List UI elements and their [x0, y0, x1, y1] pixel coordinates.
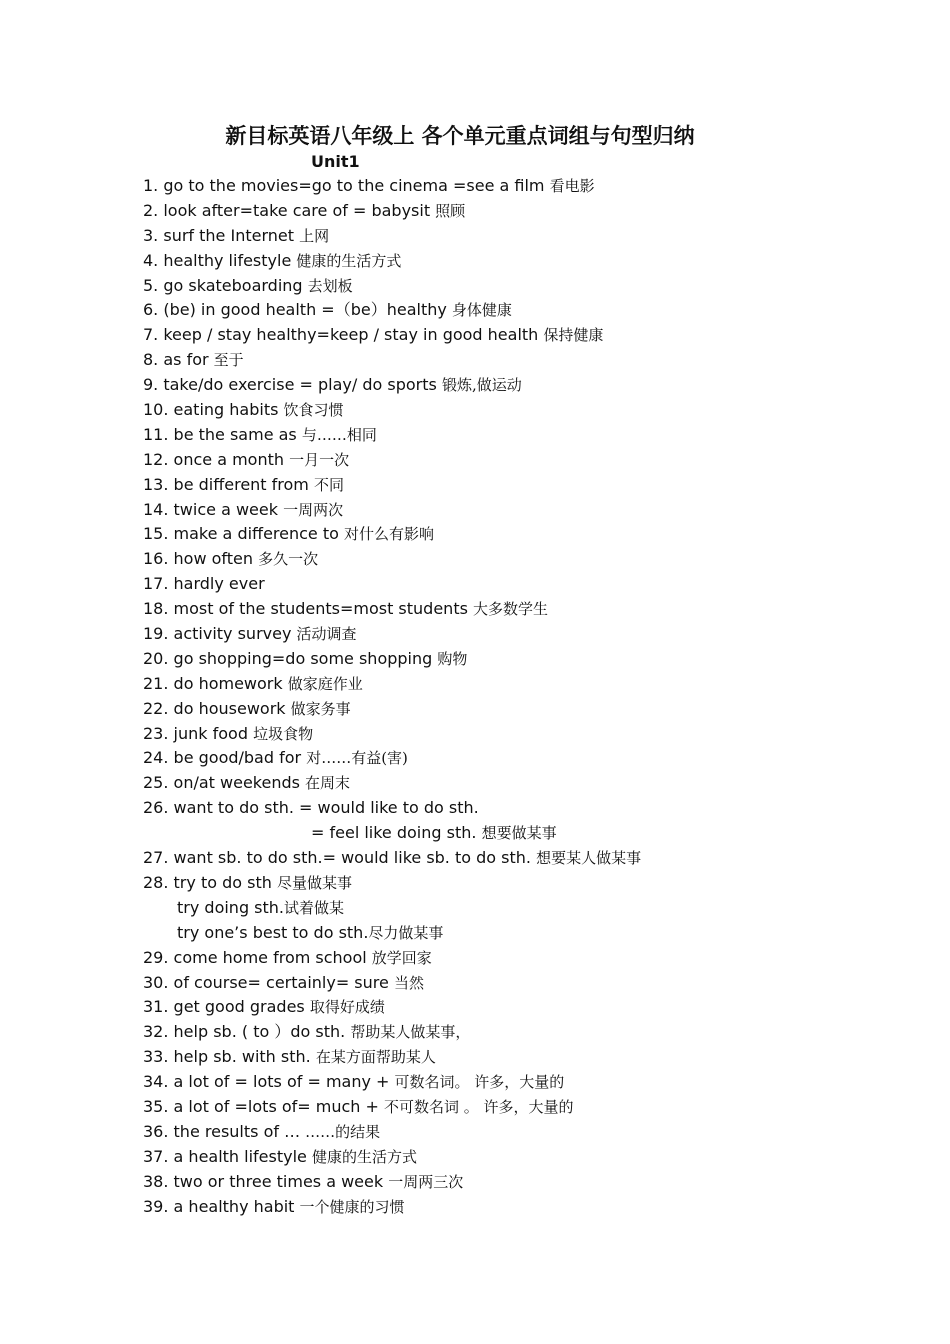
phrase-item — [143, 796, 863, 821]
phrase-item — [143, 921, 863, 946]
phrase-chinese: 取得好成绩 — [309, 998, 385, 1017]
phrase-item — [143, 348, 863, 373]
phrase-chinese: 至于 — [213, 351, 244, 370]
phrase-item — [143, 821, 863, 846]
phrase-item — [143, 697, 863, 722]
phrase-chinese: 放学回家 — [371, 948, 432, 967]
phrase-item — [143, 1120, 863, 1145]
phrase-english: 34. a lot of = lots of = many + — [143, 1072, 395, 1092]
phrase-english: 26. want to do sth. = would like to do sth. — [143, 798, 479, 818]
phrase-item — [143, 199, 863, 224]
phrase-english: 31. get good grades — [143, 997, 310, 1017]
phrase-english: 39. a healthy habit — [143, 1196, 300, 1216]
phrase-item — [143, 498, 863, 523]
phrase-item — [143, 722, 863, 747]
phrase-item — [143, 274, 863, 299]
phrase-item — [143, 846, 863, 871]
phrase-english: try one’s best to do sth. — [177, 922, 369, 942]
phrase-item — [143, 298, 863, 323]
phrase-english: 22. do housework — [143, 698, 291, 718]
phrase-item — [143, 522, 863, 547]
phrase-chinese: 尽量做某事 — [276, 873, 352, 892]
phrase-english: = feel like doing sth. — [311, 823, 482, 843]
phrase-item — [143, 323, 863, 348]
phrase-english: 32. help sb. ( to ）do sth. — [143, 1022, 351, 1042]
phrase-chinese: 大多数学生 — [473, 600, 549, 619]
phrase-english: 29. come home from school — [143, 947, 372, 967]
phrase-item — [143, 622, 863, 647]
phrase-english: 5. go skateboarding — [143, 275, 308, 295]
phrase-chinese: 不可数名词 。 许多，大量的 — [384, 1097, 574, 1116]
phrase-item — [143, 647, 863, 672]
phrase-list — [143, 174, 863, 1219]
phrase-english: 20. go shopping=do some shopping — [143, 648, 438, 668]
phrase-english: 12. once a month — [143, 449, 290, 469]
phrase-chinese: 尽力做某事 — [368, 923, 444, 942]
phrase-english: 18. most of the students=most students — [143, 599, 474, 619]
phrase-english: 35. a lot of =lots of= much + — [143, 1096, 385, 1116]
phrase-chinese: 做家务事 — [290, 699, 351, 718]
phrase-item — [143, 896, 863, 921]
phrase-item — [143, 249, 863, 274]
phrase-chinese: 一周两次 — [283, 500, 344, 519]
phrase-english: 30. of course= certainly= sure — [143, 972, 394, 992]
phrase-chinese: 做家庭作业 — [287, 674, 363, 693]
phrase-chinese: 看电影 — [549, 177, 595, 195]
phrase-english: 6. (be) in good health =（be）healthy — [143, 300, 452, 320]
phrase-english: 16. how often — [143, 549, 259, 569]
phrase-english: 33. help sb. with sth. — [143, 1047, 316, 1067]
phrase-english: 1. go to the movies=go to the cinema =see a film — [143, 176, 550, 195]
document-title: 新目标英语八年级上 各个单元重点词组与句型归纳 — [225, 123, 695, 148]
phrase-chinese: 当然 — [393, 973, 424, 992]
phrase-english: 23. junk food — [143, 723, 254, 743]
phrase-chinese: ……的结果 — [305, 1122, 381, 1141]
phrase-item — [143, 1045, 863, 1070]
phrase-item — [143, 771, 863, 796]
phrase-chinese: 照顾 — [435, 201, 466, 220]
phrase-chinese: 一个健康的习惯 — [299, 1197, 405, 1216]
phrase-english: 15. make a difference to — [143, 524, 344, 544]
phrase-english: 17. hardly ever — [143, 574, 265, 594]
phrase-chinese: 在某方面帮助某人 — [315, 1048, 436, 1067]
phrase-item — [143, 373, 863, 398]
phrase-item — [143, 746, 863, 771]
phrase-chinese: 身体健康 — [451, 301, 512, 320]
phrase-item — [143, 224, 863, 249]
phrase-item — [143, 1070, 863, 1095]
phrase-item — [143, 398, 863, 423]
phrase-item — [143, 1195, 863, 1220]
phrase-chinese: 对什么有影响 — [344, 525, 435, 544]
phrase-chinese: 试着做某 — [284, 898, 345, 917]
phrase-english: 25. on/at weekends — [143, 773, 306, 793]
phrase-chinese: 健康的生活方式 — [296, 251, 402, 270]
phrase-english: 14. twice a week — [143, 499, 284, 519]
phrase-item — [143, 473, 863, 498]
phrase-english: 2. look after=take care of = babysit — [143, 200, 436, 220]
phrase-english: 38. two or three times a week — [143, 1171, 389, 1191]
phrase-chinese: 一月一次 — [289, 450, 350, 469]
phrase-english: 10. eating habits — [143, 400, 284, 420]
phrase-item — [143, 1170, 863, 1195]
phrase-english: 7. keep / stay healthy=keep / stay in good health — [143, 325, 544, 345]
phrase-chinese: 一周两三次 — [388, 1172, 464, 1191]
phrase-chinese: 健康的生活方式 — [311, 1147, 417, 1166]
phrase-item — [143, 572, 863, 597]
phrase-item — [143, 174, 863, 199]
phrase-english: 9. take/do exercise = play/ do sports — [143, 375, 442, 395]
phrase-english: 4. healthy lifestyle — [143, 250, 297, 270]
phrase-chinese: 锻炼,做运动 — [441, 376, 522, 395]
phrase-chinese: 去划板 — [307, 276, 353, 295]
phrase-item — [143, 448, 863, 473]
phrase-chinese: 帮助某人做某事， — [350, 1023, 471, 1042]
phrase-english: 36. the results of … — [143, 1121, 306, 1141]
phrase-chinese: 活动调查 — [296, 625, 357, 644]
phrase-english: 21. do homework — [143, 673, 288, 693]
phrase-chinese: 与……相同 — [301, 425, 377, 444]
phrase-english: 24. be good/bad for — [143, 748, 307, 768]
phrase-item — [143, 423, 863, 448]
phrase-chinese: 饮食习惯 — [283, 401, 344, 420]
phrase-item — [143, 547, 863, 572]
phrase-chinese: 保持健康 — [543, 326, 604, 345]
phrase-item — [143, 971, 863, 996]
phrase-english: 13. be different from — [143, 474, 314, 494]
phrase-chinese: 想要做某事 — [481, 824, 557, 843]
phrase-chinese: 购物 — [437, 649, 468, 668]
phrase-item — [143, 597, 863, 622]
phrase-chinese: 可数名词。 许多，大量的 — [394, 1073, 565, 1092]
unit-heading: Unit1 — [311, 152, 360, 171]
phrase-chinese: 上网 — [299, 226, 330, 245]
phrase-english: 3. surf the Internet — [143, 225, 300, 245]
phrase-english: try doing sth. — [177, 897, 285, 917]
phrase-chinese: 不同 — [313, 475, 344, 494]
phrase-english: 19. activity survey — [143, 624, 297, 644]
phrase-item — [143, 1145, 863, 1170]
phrase-english: 28. try to do sth — [143, 872, 277, 892]
phrase-item — [143, 1095, 863, 1120]
phrase-chinese: 垃圾食物 — [253, 724, 314, 743]
phrase-item — [143, 672, 863, 697]
phrase-chinese: 对……有益(害) — [306, 749, 408, 768]
phrase-chinese: 想要某人做某事 — [536, 849, 642, 868]
phrase-english: 11. be the same as — [143, 424, 302, 444]
phrase-item — [143, 871, 863, 896]
phrase-item — [143, 995, 863, 1020]
phrase-item — [143, 1020, 863, 1045]
phrase-english: 37. a health lifestyle — [143, 1146, 312, 1166]
phrase-chinese: 多久一次 — [258, 550, 319, 569]
phrase-chinese: 在周末 — [305, 774, 351, 793]
phrase-english: 8. as for — [143, 350, 214, 370]
phrase-english: 27. want sb. to do sth.= would like sb. to do sth. — [143, 848, 537, 868]
phrase-item — [143, 946, 863, 971]
